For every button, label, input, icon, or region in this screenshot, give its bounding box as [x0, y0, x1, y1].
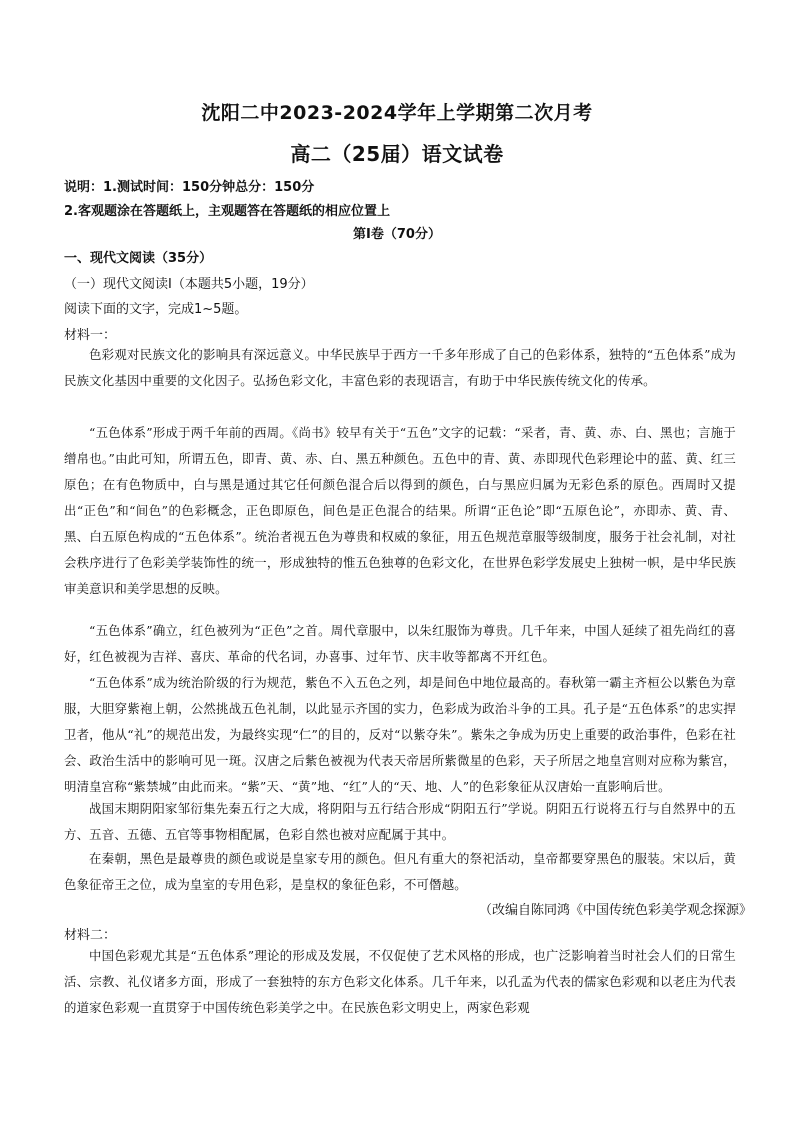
instruction-line2: 2.客观题涂在答题纸上，主观题答在答题纸的相应位置上: [64, 204, 390, 219]
material1-paragraph: “五色体系”成为统治阶级的行为规范，紫色不入五色之列，却是间色中地位最高的。春秋第一霸主齐桓公以紫色为章服，大胆穿紫袍上朝，公然挑战五色礼制，以此显示齐国的实力，色彩成为政治斗争的工具。孔子是“五色体系”的忠实捍卫者，他从“礼”的规范出发，为最终实现“仁”的目的，反对“以紫夺朱”。紫朱之争成为历史上重要的政治事件，色彩在社会、政治生活中的影响可见一斑。汉唐之后紫色被视为代表天帝居所紫微星的色彩，天子所居之地皇宫则对应称为紫宫，明清皇宫称“紫禁城”由此而来。“紫”天、“黄”地、“红”人的“天、地、人”的色彩象征从汉唐始一直影响后世。: [64, 675, 736, 794]
part-title: 第Ⅰ卷（70分）: [353, 227, 441, 242]
material1-paragraph: 战国末期阴阳家邹衍集先秦五行之大成，将阴阳与五行结合形成“阴阳五行”学说。阴阳五行说将五行与自然界中的五方、五音、五德、五官等事物相配属，色彩自然也被对应配属于其中。: [64, 801, 736, 842]
material1-paragraph: “五色体系”确立，红色被列为“正色”之首。周代章服中，以朱红服饰为尊贵。几千年来，中国人延续了祖先尚红的喜好，红色被视为吉祥、喜庆、革命的代名词，办喜事、过年节、庆丰收等都离不开红色。: [64, 623, 736, 664]
material2-paragraph: 中国色彩观尤其是“五色体系”理论的形成及发展，不仅促使了艺术风格的形成，也广泛影响着当时社会人们的日常生活、宗教、礼仪诸多方面，形成了一套独特的东方色彩文化体系。几千年来，以孔孟为代表的儒家色彩观和以老庄为代表的道家色彩观一直贯穿于中国传统色彩美学之中。在民族色彩文明史上，两家色彩观: [64, 948, 736, 1015]
instruction-line1: 说明：1.测试时间：150分钟总分：150分: [64, 180, 315, 195]
section-sub-heading: （一）现代文阅读Ⅰ（本题共5小题，19分）: [64, 277, 314, 292]
material2-label: 材料二：: [64, 928, 117, 943]
material1-paragraph: 色彩观对民族文化的影响具有深远意义。中华民族早于西方一千多年形成了自己的色彩体系，独特的“五色体系”成为民族文化基因中重要的文化因子。弘扬色彩文化，丰富色彩的表现语言，有助于中华民族传统文化的传承。: [64, 347, 736, 388]
material1-source: （改编自陈同鸿《中国传统色彩美学观念探源》: [478, 903, 752, 918]
material1-paragraph: “五色体系”形成于两千年前的西周。《尚书》较早有关于“五色”文字的记载：“采者，青、黄、赤、白、黑也；言施于缯帛也。”由此可知，所谓五色，即青、黄、赤、白、黑五种颜色。五色中的青、黄、赤即现代色彩理论中的蓝、黄、红三原色；在有色物质中，白与黑是通过其它任何颜色混合后以得到的颜色，白与黑应归属为无彩色系的原色。西周时又提出“正色”和“间色”的色彩概念，正色即原色，间色是正色混合的结果。所谓“正色论”即“五原色论”，亦即赤、黄、青、黑、白五原色构成的“五色体系”。统治者视五色为尊贵和权威的象征，用五色规范章服等级制度，服务于社会礼制，对社会秩序进行了色彩美学装饰性的统一，形成独特的惟五色独尊的色彩文化，在世界色彩学发展史上独树一帜，是中华民族审美意识和美学思想的反映。: [64, 425, 736, 596]
material1-label: 材料一：: [64, 328, 117, 343]
reading-prompt: 阅读下面的文字，完成1~5题。: [64, 302, 248, 317]
exam-title-line2: 高二（25届）语文试卷: [290, 142, 504, 166]
section-heading: 一、现代文阅读（35分）: [64, 251, 213, 266]
exam-title-line1: 沈阳二中2023-2024学年上学期第二次月考: [201, 102, 593, 124]
material1-paragraph: 在秦朝，黑色是最尊贵的颜色或说是皇家专用的颜色。但凡有重大的祭祀活动，皇帝都要穿黑色的服装。宋以后，黄色象征帝王之位，成为皇室的专用色彩，是皇权的象征色彩，不可僭越。: [64, 851, 736, 892]
